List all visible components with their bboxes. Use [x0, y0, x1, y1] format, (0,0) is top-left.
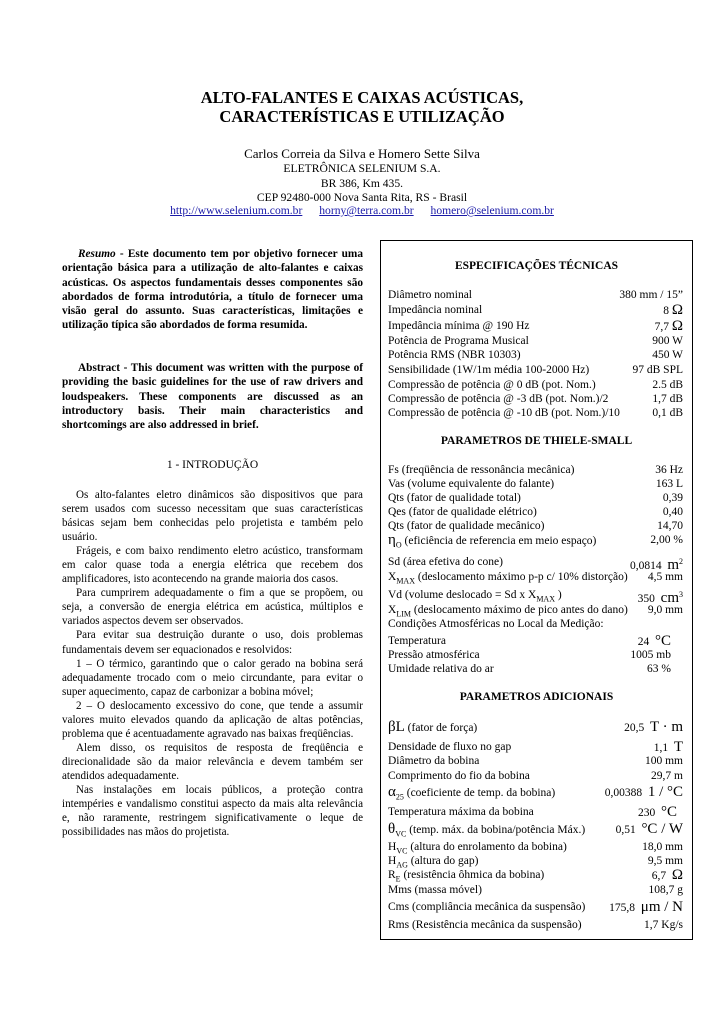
adicionais-unit: T · m	[649, 719, 683, 735]
beta-l-symbol: βL	[388, 719, 405, 735]
adicionais-row	[388, 840, 683, 854]
thiele-value: 2,00 %	[650, 534, 683, 546]
thiele-unit: m	[667, 556, 679, 573]
adicionais-value: 0,51	[615, 824, 636, 836]
adicionais-row	[388, 883, 683, 897]
email-link-horny[interactable]: horny@terra.com.br	[319, 204, 414, 217]
adicionais-value: 100 mm	[644, 755, 683, 767]
adicionais-row	[388, 720, 683, 734]
thiele-value: 36 Hz	[655, 464, 683, 476]
spec-row	[388, 303, 683, 317]
website-link[interactable]: http://www.selenium.com.br	[170, 204, 303, 217]
adicionais-value: 18,0 mm	[642, 841, 683, 853]
thiele-label: Vas (volume equivalente do falante)	[388, 478, 555, 490]
alpha-subscript: 25	[395, 792, 404, 802]
spec-label: Compressão de potência @ -3 dB (pot. Nom.)/2	[388, 393, 609, 405]
section-heading: 1 - INTRODUÇÃO	[166, 459, 259, 471]
body-paragraph: Frágeis, e com baixo rendimento eletro acústico, transformam em calor quase toda a energia elétrica que recebem dos amplificadores, isto acontecendo na grande maioria dos casos.	[62, 545, 363, 586]
adicionais-row	[388, 854, 683, 868]
thiele-label: Pressão atmosférica	[388, 649, 480, 661]
thiele-label: (deslocamento máximo de pico antes do dano)	[410, 604, 628, 616]
thiele-label-end: )	[554, 589, 562, 601]
adicionais-label: (altura do enrolamento da bobina)	[407, 841, 567, 853]
affiliation-cep: CEP 92480-000 Nova Santa Rita, RS - Brasil	[256, 191, 468, 204]
thiele-value: 0,39	[662, 492, 683, 504]
spec-row	[388, 378, 683, 392]
theta-symbol: θ	[388, 821, 396, 837]
hvc-symbol: H	[388, 841, 397, 853]
adicionais-label: Comprimento do fio da bobina	[388, 770, 530, 782]
adicionais-row	[388, 769, 683, 783]
hvc-subscript: VC	[396, 846, 408, 856]
thiele-value: 24	[637, 636, 650, 648]
spec-label: Compressão de potência @ 0 dB (pot. Nom.)	[388, 379, 596, 391]
thiele-label: (eficiência de referencia em meio espaço)	[401, 535, 597, 547]
adicionais-label: Densidade de fluxo no gap	[388, 741, 512, 753]
spec-value: 97 dB SPL	[632, 364, 683, 376]
adicionais-value: 6,7	[651, 870, 667, 882]
body-paragraph: Nas instalações em locais públicos, a proteção contra intempéries e vandalismo constitui aspecto da mais alta relevância e, não raramente, restringem significativamente o leque de possibilidades nas mãos do projetista.	[62, 783, 363, 839]
spec-unit: Ω	[671, 318, 683, 334]
thiele-value: 1005 mb	[630, 649, 671, 661]
resumo-lead: Resumo	[78, 248, 116, 260]
thiele-label: Sd (área efetiva do cone)	[388, 556, 503, 568]
adicionais-label: (coeficiente de temp. da bobina)	[403, 787, 556, 799]
thiele-value: 9,0 mm	[647, 604, 683, 616]
thiele-row	[388, 648, 683, 662]
body-paragraph: Para cumprirem adequadamente o fim a que se propõem, ou seja, a conversão de energia elétrica em acústica, múltiplos e variados aspectos devem ser observados.	[62, 587, 363, 628]
thiele-row	[388, 555, 683, 573]
re-symbol: R	[388, 869, 396, 881]
theta-subscript: VC	[395, 829, 407, 839]
thiele-row	[388, 588, 683, 606]
spec-row	[388, 334, 683, 348]
adicionais-value: 175,8	[609, 902, 636, 914]
spec-row	[388, 392, 683, 406]
spec-unit: Ω	[671, 302, 683, 318]
affiliation-company: ELETRÔNICA SELENIUM S.A.	[283, 162, 441, 175]
introduction-body	[62, 488, 363, 839]
spec-row	[388, 348, 683, 362]
authors: Carlos Correia da Silva e Homero Sette Silva	[244, 146, 480, 161]
spec-value: 450 W	[652, 349, 683, 361]
thiele-row	[388, 662, 683, 676]
spec-value: 380 mm / 15”	[619, 289, 683, 301]
thiele-row	[388, 491, 683, 505]
adicionais-label: (resistência ôhmica da bobina)	[400, 869, 545, 881]
title-line-1: ALTO-FALANTES E CAIXAS ACÚSTICAS,	[200, 88, 524, 107]
thiele-label: Qts (fator de qualidade mecânico)	[388, 520, 545, 532]
body-paragraph: Para evitar sua destruição durante o uso, dois problemas fundamentais devem ser equacionados e resolvidos:	[62, 629, 363, 656]
hag-subscript: AG	[396, 860, 408, 870]
thiele-value: 4,5 mm	[647, 571, 683, 583]
thiele-value: 0,40	[662, 506, 683, 518]
xlim-symbol: X	[388, 604, 397, 616]
spec-label: Potência RMS (NBR 10303)	[388, 349, 521, 361]
adicionais-row	[388, 805, 683, 819]
thiele-value: 163 L	[655, 478, 683, 490]
xmax-subscript: MAX	[396, 576, 415, 586]
adicionais-label: (altura do gap)	[407, 855, 479, 867]
thiele-row	[388, 617, 683, 631]
adicionais-label: Cms (compliância mecânica da suspensão)	[388, 901, 586, 913]
resumo-paragraph	[62, 247, 363, 333]
adicionais-label: Temperatura máxima da bobina	[388, 806, 534, 818]
adicionais-row	[388, 868, 683, 882]
thiele-label: Vd (volume deslocado = Sd x X	[388, 589, 537, 601]
eta-symbol: η	[388, 532, 396, 548]
thiele-label: Fs (freqüência de ressonância mecânica)	[388, 464, 575, 476]
spec-value: 7,7	[654, 321, 669, 333]
thiele-label: Condições Atmosféricas no Local da Medição:	[388, 618, 604, 630]
spec-value: 900 W	[652, 335, 683, 347]
spec-value: 2.5 dB	[652, 379, 683, 391]
adicionais-row	[388, 784, 683, 802]
body-paragraph: Os alto-falantes eletro dinâmicos são dispositivos que para serem usados com sucesso necessitam que suas características básicas sejam bem conhecidas pelo projetista e também pelo usuário.	[62, 489, 363, 544]
resumo-text: - Este documento tem por objetivo fornecer uma orientação básica para a utilização de alto-falantes e caixas acústicas. Os aspectos fundamentais desses componentes são abordados de forma introdutória, a título de fornecer uma visão geral do assunto. Suas características, limitações e utilização típica são abordados de forma resumida.	[62, 248, 363, 332]
adicionais-label: Diâmetro da bobina	[388, 755, 480, 767]
thiele-row	[388, 532, 683, 550]
thiele-row	[388, 519, 683, 533]
spec-row	[388, 288, 683, 302]
thiele-row	[388, 570, 683, 584]
adicionais-unit: μm / N	[640, 899, 683, 915]
thiele-value: 0,0814	[629, 559, 662, 572]
adicionais-unit: 1 / °C	[647, 784, 683, 800]
adicionais-row	[388, 740, 683, 754]
adicionais-unit: T	[673, 739, 683, 755]
thiele-row	[388, 463, 683, 477]
vd-subscript: MAX	[536, 594, 555, 604]
xlim-subscript: LIM	[396, 609, 411, 619]
spec-value: 8	[663, 305, 669, 317]
spec-label: Impedância nominal	[388, 304, 483, 316]
thiele-row	[388, 477, 683, 491]
adicionais-heading: PARAMETROS ADICIONAIS	[459, 691, 614, 703]
adicionais-unit: °C	[660, 804, 677, 820]
title-line-2: CARACTERÍSTICAS E UTILIZAÇÃO	[219, 107, 505, 126]
thiele-value: 63 %	[647, 663, 671, 675]
eta-subscript: O	[395, 540, 402, 550]
specs-heading: ESPECIFICAÇÕES TÉCNICAS	[454, 260, 619, 272]
adicionais-value: 108,7 g	[648, 884, 683, 896]
adicionais-label: (fator de força)	[404, 722, 478, 734]
adicionais-value: 1,7 Kg/s	[644, 919, 683, 931]
body-paragraph: 2 – O deslocamento excessivo do cone, que tende a assumir valores muito elevados quando da aplicação de altas potências, problema que é acentuadamente agravado nas baixas freqüências.	[62, 699, 363, 740]
adicionais-value: 230	[637, 807, 656, 819]
xmax-symbol: X	[388, 571, 397, 583]
spec-row	[388, 319, 683, 333]
adicionais-value: 1,1	[653, 742, 669, 754]
paper-title	[0, 88, 724, 126]
thiele-unit-exponent: 3	[679, 590, 683, 599]
spec-label: Potência de Programa Musical	[388, 335, 529, 347]
thiele-row	[388, 505, 683, 519]
alpha-symbol: α	[388, 784, 396, 800]
thiele-value: 350	[637, 592, 655, 605]
adicionais-unit: °C / W	[641, 821, 683, 837]
spec-value: 1,7 dB	[652, 393, 683, 405]
adicionais-label: (temp. máx. da bobina/potência Máx.)	[406, 824, 586, 836]
thiele-label: Umidade relativa do ar	[388, 663, 494, 675]
thiele-row	[388, 603, 683, 617]
spec-label: Sensibilidade (1W/1m média 100-2000 Hz)	[388, 364, 590, 376]
spec-value: 0,1 dB	[652, 407, 683, 419]
adicionais-value: 29,7 m	[651, 770, 683, 782]
adicionais-row	[388, 754, 683, 768]
adicionais-value: 20,5	[624, 722, 645, 734]
adicionais-row	[388, 821, 683, 839]
adicionais-row	[388, 918, 683, 932]
thiele-unit: cm	[660, 589, 679, 606]
thiele-label: Temperatura	[388, 635, 446, 647]
hag-symbol: H	[388, 855, 397, 867]
thiele-label: (deslocamento máximo p-p c/ 10% distorção)	[414, 571, 628, 583]
adicionais-value: 9,5 mm	[647, 855, 683, 867]
spec-label: Impedância mínima @ 190 Hz	[388, 320, 530, 332]
email-link-homero[interactable]: homero@selenium.com.br	[430, 204, 554, 217]
spec-label: Compressão de potência @ -10 dB (pot. Nom.)/10	[388, 407, 620, 419]
abstract-paragraph	[62, 361, 363, 432]
specifications-box	[380, 240, 693, 940]
thiele-heading: PARAMETROS DE THIELE-SMALL	[440, 435, 633, 447]
body-paragraph: Alem disso, os requisitos de resposta de freqüência e direcionalidade são da maior relevância e devem também ser atendidos adequadamente.	[62, 741, 363, 782]
re-subscript: E	[395, 874, 401, 884]
spec-label: Diâmetro nominal	[388, 289, 472, 301]
adicionais-row	[388, 900, 683, 914]
links-row	[0, 204, 724, 217]
thiele-label: Qts (fator de qualidade total)	[388, 492, 521, 504]
spec-row	[388, 406, 683, 420]
thiele-unit-exponent: 2	[679, 557, 683, 566]
thiele-label: Qes (fator de qualidade elétrico)	[388, 506, 537, 518]
adicionais-label: Mms (massa móvel)	[388, 884, 482, 896]
adicionais-unit: Ω	[671, 867, 683, 883]
thiele-row	[388, 634, 683, 648]
body-paragraph: 1 – O térmico, garantindo que o calor gerado na bobina será adequadamente trocado com o meio circundante, para evitar o super aquecimento, capaz de carbonizar a bobina móvel;	[62, 657, 363, 698]
adicionais-label: Rms (Resistência mecânica da suspensão)	[388, 919, 582, 931]
spec-row	[388, 363, 683, 377]
adicionais-value: 0,00388	[604, 787, 643, 799]
abstract-text: Abstract - This document was written with the purpose of providing the basic guidelines for the use of raw drivers and loudspeakers. These components are discussed as an introductory basis. Their main characteristics and shortcomings are also addressed in brief.	[62, 362, 363, 432]
affiliation-address: BR 386, Km 435.	[320, 177, 404, 190]
thiele-unit: °C	[654, 633, 671, 649]
thiele-value: 14,70	[657, 520, 683, 532]
